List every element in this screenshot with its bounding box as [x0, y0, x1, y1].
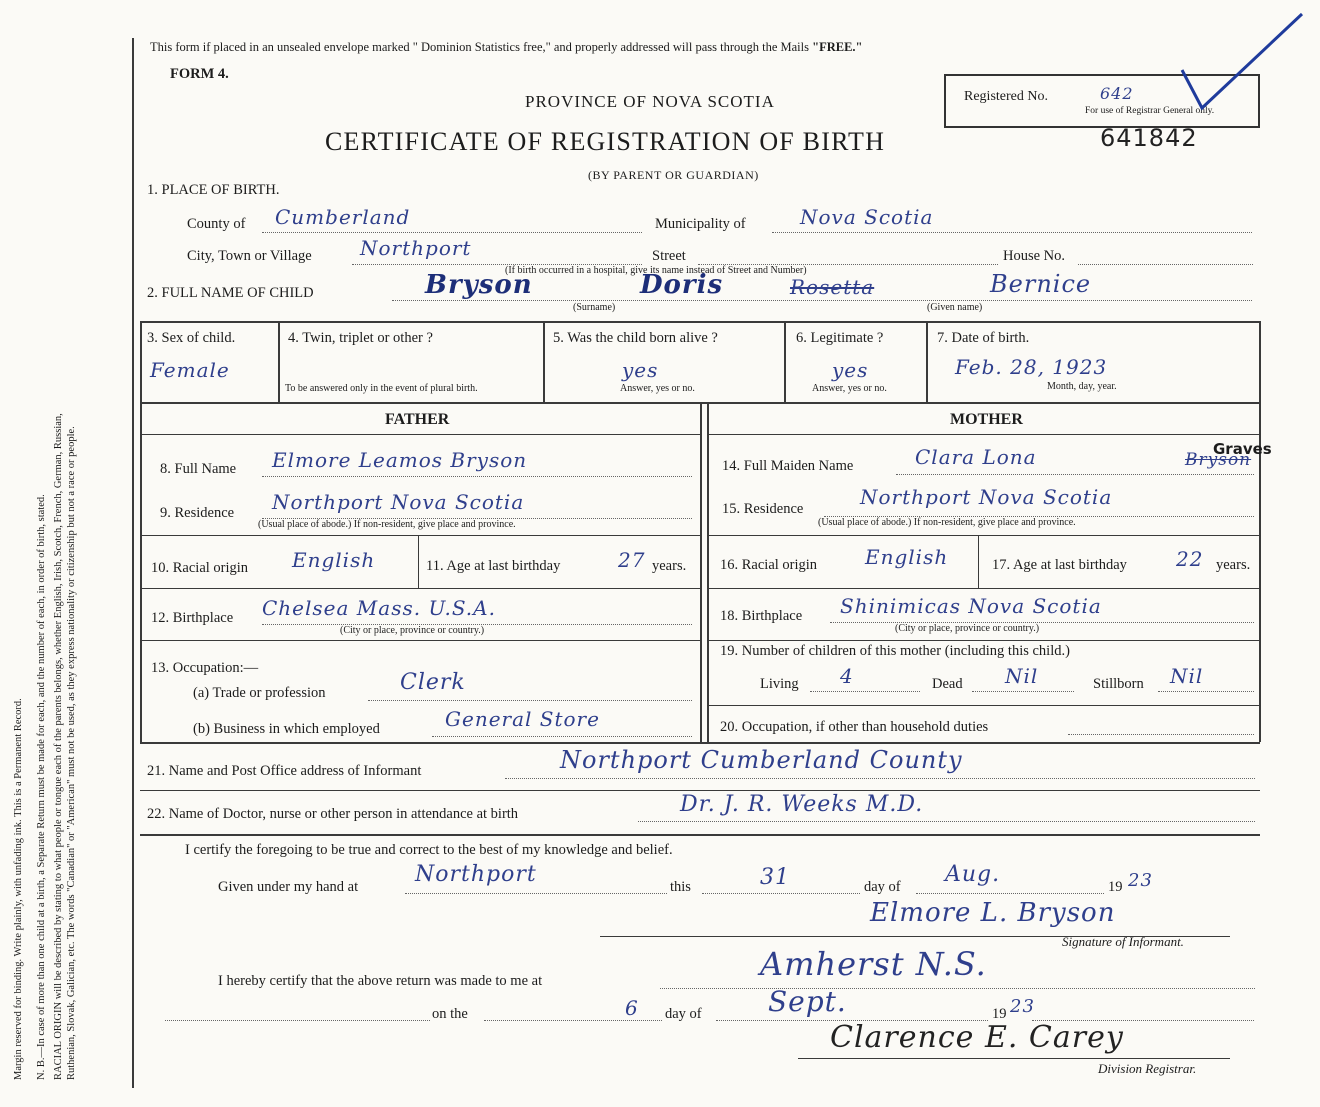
street-label: Street: [652, 248, 686, 264]
given-caption: (Given name): [927, 302, 983, 313]
left-border: [132, 38, 134, 1088]
father-race-value: English: [292, 548, 376, 572]
city-label: City, Town or Village: [187, 248, 312, 264]
informant-signature: Elmore L. Bryson: [870, 898, 1116, 928]
dob-value: Feb. 28, 1923: [955, 355, 1108, 379]
father-heading: FATHER: [385, 411, 450, 428]
father-trade-value: Clerk: [400, 670, 466, 695]
hospital-note: (If birth occurred in a hospital, give its name instead of Street and Number): [505, 265, 807, 276]
margin-note-3: RACIAL ORIGIN will be described by stating to what people or tongue each of the parents belongs, whether English, Irish, Scotch, French, German, Russian,: [53, 413, 64, 1080]
mother-race-label: 16. Racial origin: [720, 557, 818, 573]
given-place: Northport: [415, 862, 537, 887]
form-number: FORM 4.: [170, 66, 229, 82]
registered-value: 642: [1100, 84, 1134, 103]
alive-note: Answer, yes or no.: [620, 383, 695, 394]
mother-name-correction: Graves: [1213, 440, 1272, 458]
province-heading: PROVINCE OF NOVA SCOTIA: [525, 92, 775, 111]
given-year-prefix: 19: [1108, 879, 1123, 895]
subtitle: (BY PARENT OR GUARDIAN): [588, 168, 759, 182]
check-mark-icon: [1180, 10, 1305, 120]
county-value: Cumberland: [275, 205, 411, 229]
father-age-label: 11. Age at last birthday: [426, 558, 561, 574]
mother-age-value: 22: [1176, 547, 1204, 571]
father-residence-value: Northport Nova Scotia: [272, 490, 525, 514]
child-given-extra: Bernice: [990, 270, 1092, 298]
registrar-place: Amherst N.S.: [760, 945, 987, 983]
mother-name-struck: Bryson: [1185, 450, 1252, 470]
doctor-label: 22. Name of Doctor, nurse or other person in attendance at birth: [147, 806, 519, 822]
mother-birthplace-label: 18. Birthplace: [720, 608, 803, 624]
this-label: this: [670, 879, 691, 895]
sex-value: Female: [150, 358, 230, 382]
mail-note: This form if placed in an unsealed envelope marked " Dominion Statistics free," and properly addressed will pass through the Mails "FREE.": [150, 40, 863, 54]
registrar-note: For use of Registrar General only.: [1085, 106, 1215, 116]
on-the-label: on the: [432, 1006, 468, 1022]
municipality-value: Nova Scotia: [800, 205, 934, 229]
mother-residence-note: (Usual place of abode.) If non-resident, give place and province.: [818, 517, 1076, 528]
father-race-label: 10. Racial origin: [151, 560, 249, 576]
dob-note: Month, day, year.: [1047, 381, 1117, 392]
father-birthplace-value: Chelsea Mass. U.S.A.: [262, 596, 496, 620]
municipality-label: Municipality of: [655, 216, 746, 232]
child-given-name: Doris: [640, 270, 724, 300]
dob-label: 7. Date of birth.: [937, 330, 1030, 346]
father-years: years.: [652, 558, 687, 574]
registrar-month: Sept.: [768, 985, 847, 1018]
given-day: 31: [760, 865, 790, 890]
legitimate-note: Answer, yes or no.: [812, 383, 887, 394]
father-name-value: Elmore Leamos Bryson: [272, 448, 528, 472]
registrar-year-prefix: 19: [992, 1006, 1007, 1022]
mother-age-label: 17. Age at last birthday: [992, 557, 1127, 573]
registrar-day: 6: [625, 996, 639, 1020]
stillborn-label: Stillborn: [1093, 676, 1144, 692]
margin-notes: [12, 0, 78, 1080]
mother-birthplace-value: Shinimicas Nova Scotia: [840, 594, 1102, 618]
father-residence-note: (Usual place of abode.) If non-resident, give place and province.: [258, 519, 516, 530]
father-business-value: General Store: [445, 707, 600, 731]
margin-note-1: Margin reserved for binding. Write plainly, with unfading ink. This is a Permanent Record.: [13, 698, 24, 1080]
legitimate-value: yes: [832, 358, 869, 382]
mother-heading: MOTHER: [950, 411, 1023, 428]
mother-years: years.: [1216, 557, 1251, 573]
dead-label: Dead: [932, 676, 963, 692]
father-age-value: 27: [618, 548, 646, 572]
margin-note-2: N. B.—In case of more than one child at a birth, a Separate Return must be made for each, and the number of each, in order of birth, stated.: [36, 494, 47, 1080]
father-residence-label: 9. Residence: [160, 505, 235, 521]
house-label: House No.: [1003, 248, 1066, 264]
child-name-label: 2. FULL NAME OF CHILD: [147, 285, 314, 301]
surname-caption: (Surname): [573, 302, 616, 313]
place-of-birth-heading: 1. PLACE OF BIRTH.: [147, 182, 280, 198]
doctor-value: Dr. J. R. Weeks M.D.: [680, 792, 924, 817]
mother-race-value: English: [865, 545, 949, 569]
given-month: Aug.: [945, 862, 1001, 887]
father-name-label: 8. Full Name: [160, 461, 237, 477]
page-title: CERTIFICATE OF REGISTRATION OF BIRTH: [325, 127, 886, 156]
child-surname: Bryson: [425, 270, 533, 300]
certify-statement: I certify the foregoing to be true and correct to the best of my knowledge and belief.: [185, 842, 673, 858]
registrar-dayof-label: day of: [665, 1006, 702, 1022]
county-label: County of: [187, 216, 246, 232]
child-struck-name: Rosetta: [790, 275, 875, 299]
signature-of-informant-label: Signature of Informant.: [1062, 934, 1184, 949]
father-occupation-label: 13. Occupation:—: [151, 660, 259, 676]
sex-label: 3. Sex of child.: [147, 330, 236, 346]
registered-label: Registered No.: [964, 89, 1048, 104]
mother-occupation-label: 20. Occupation, if other than household duties: [720, 719, 989, 735]
certificate-number: 641842: [1100, 124, 1198, 152]
twin-note: To be answered only in the event of plural birth.: [285, 383, 478, 394]
legitimate-label: 6. Legitimate ?: [796, 330, 884, 346]
mother-name-label: 14. Full Maiden Name: [722, 458, 854, 474]
given-year: 23: [1128, 870, 1153, 891]
alive-label: 5. Was the child born alive ?: [553, 330, 718, 346]
given-dayof-label: day of: [864, 879, 901, 895]
registrar-year: 23: [1010, 996, 1035, 1017]
father-birthplace-label: 12. Birthplace: [151, 610, 234, 626]
registrar-statement: I hereby certify that the above return was made to me at: [218, 973, 543, 989]
living-value: 4: [840, 664, 854, 688]
mother-name-value: Clara Lona: [915, 445, 1037, 469]
dead-value: Nil: [1005, 664, 1039, 688]
father-birthplace-note: (City or place, province or country.): [340, 625, 485, 636]
living-label: Living: [760, 676, 799, 692]
registrar-signature: Clarence E. Carey: [830, 1020, 1124, 1055]
margin-note-4: Ruthenian, Slovak, Galician, etc. The words "Canadian" or "American" must not be used, as they express nationality or citizenship but not a race or people.: [66, 426, 77, 1080]
children-count-label: 19. Number of children of this mother (including this child.): [720, 643, 1070, 659]
stillborn-value: Nil: [1170, 664, 1204, 688]
mother-birthplace-note: (City or place, province or country.): [895, 623, 1040, 634]
informant-value: Northport Cumberland County: [560, 746, 963, 774]
father-trade-label: (a) Trade or profession: [193, 685, 326, 701]
informant-label: 21. Name and Post Office address of Informant: [147, 763, 422, 779]
alive-value: yes: [622, 358, 659, 382]
mother-residence-value: Northport Nova Scotia: [860, 485, 1113, 509]
father-business-label: (b) Business in which employed: [193, 721, 380, 737]
twin-label: 4. Twin, triplet or other ?: [288, 330, 433, 346]
division-registrar-label: Division Registrar.: [1098, 1061, 1197, 1076]
given-label: Given under my hand at: [218, 879, 359, 895]
city-value: Northport: [360, 236, 472, 260]
mother-residence-label: 15. Residence: [722, 501, 804, 517]
